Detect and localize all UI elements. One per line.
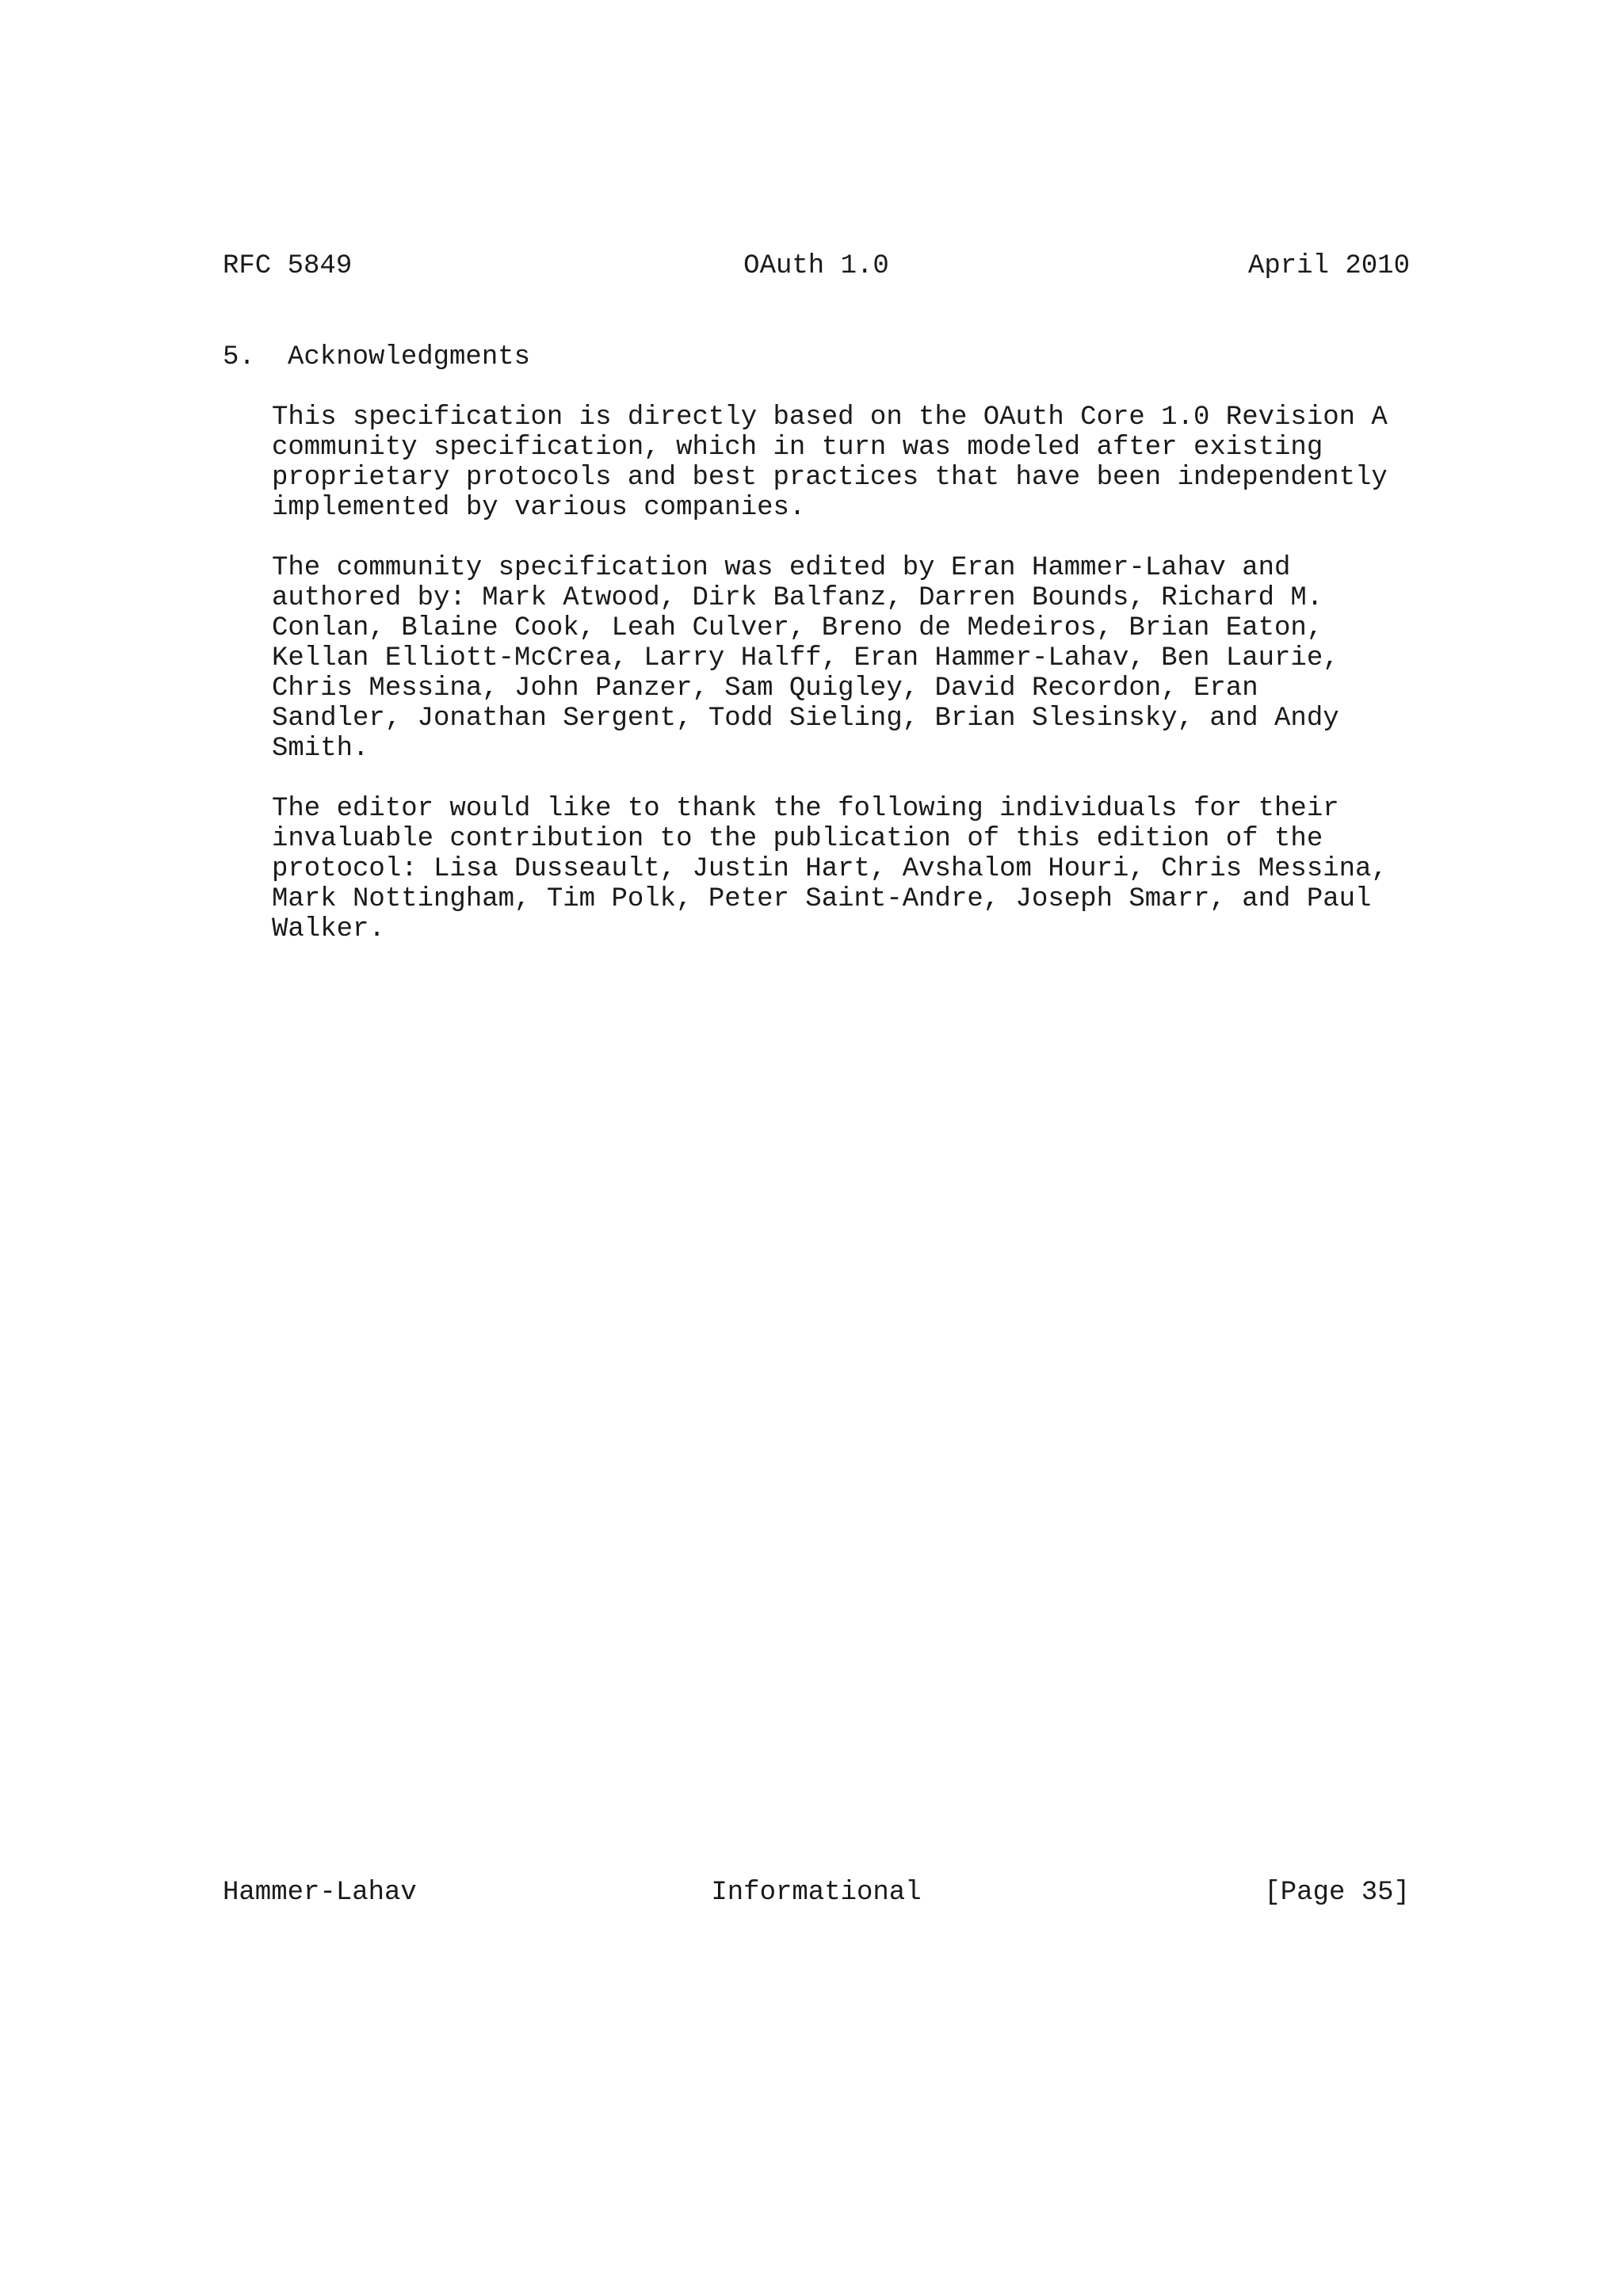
header-rfc-number: RFC 5849	[223, 251, 353, 281]
paragraph-line: The editor would like to thank the following individuals for their	[272, 794, 1339, 824]
paragraph-basis	[272, 402, 1413, 523]
paragraph-authors	[272, 553, 1413, 764]
paragraph-line: The community specification was edited by Eran Hammer-Lahav and	[272, 553, 1291, 583]
paragraph-line: This specification is directly based on the OAuth Core 1.0 Revision A	[272, 402, 1388, 433]
page-header	[223, 251, 1410, 281]
paragraph-line: Conlan, Blaine Cook, Leah Culver, Breno de Medeiros, Brian Eaton,	[272, 613, 1323, 643]
footer-category: Informational	[711, 1878, 922, 1908]
paragraph-line: Sandler, Jonathan Sergent, Todd Sieling, Brian Slesinsky, and Andy	[272, 704, 1339, 734]
paragraph-line: invaluable contribution to the publication of this edition of the	[272, 824, 1323, 854]
paragraph-line: Chris Messina, John Panzer, Sam Quigley, David Recordon, Eran	[272, 673, 1258, 704]
section-title: Acknowledgments	[288, 342, 531, 372]
paragraph-line: Kellan Elliott-McCrea, Larry Halff, Eran Hammer-Lahav, Ben Laurie,	[272, 643, 1339, 673]
paragraph-line: community specification, which in turn was modeled after existing	[272, 433, 1323, 463]
section-heading	[223, 342, 530, 372]
paragraph-line: Walker.	[272, 914, 385, 944]
paragraph-thanks	[272, 794, 1413, 944]
paragraph-line: protocol: Lisa Dusseault, Justin Hart, Avshalom Houri, Chris Messina,	[272, 854, 1388, 884]
paragraph-line: implemented by various companies.	[272, 493, 806, 523]
paragraph-line: Mark Nottingham, Tim Polk, Peter Saint-Andre, Joseph Smarr, and Paul	[272, 884, 1372, 914]
paragraph-line: authored by: Mark Atwood, Dirk Balfanz, Darren Bounds, Richard M.	[272, 583, 1323, 613]
paragraph-line: Smith.	[272, 734, 369, 764]
header-date: April 2010	[1247, 251, 1410, 281]
header-title: OAuth 1.0	[743, 251, 889, 281]
footer-page-number: [Page 35]	[1264, 1878, 1410, 1908]
paragraph-line: proprietary protocols and best practices that have been independently	[272, 463, 1388, 493]
section-number: 5.	[223, 342, 255, 372]
page-footer	[223, 1878, 1410, 1908]
footer-author: Hammer-Lahav	[223, 1878, 417, 1908]
